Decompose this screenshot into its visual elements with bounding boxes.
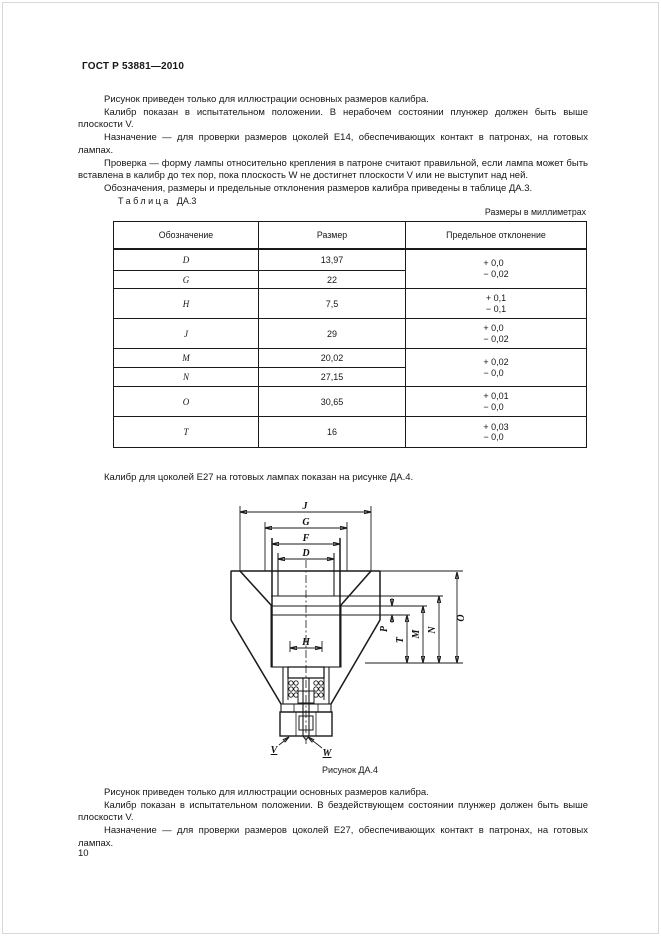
base-hatch-right bbox=[316, 712, 332, 736]
intro-paragraph-1: Рисунок приведен только для иллюстрации основных размеров калибра. bbox=[104, 94, 429, 105]
table-row bbox=[114, 387, 587, 417]
outro-paragraph-1: Рисунок приведен только для иллюстрации основных размеров калибра. bbox=[104, 787, 429, 798]
document-header: ГОСТ Р 53881—2010 bbox=[82, 61, 185, 72]
table-row bbox=[114, 289, 587, 319]
gauge-technical-drawing bbox=[180, 488, 510, 762]
tolerance-cell: + 0,02 − 0,0 bbox=[406, 349, 587, 387]
symbol-cell: T bbox=[114, 417, 259, 448]
table-row bbox=[114, 319, 587, 349]
dim-label-m: M bbox=[411, 629, 422, 639]
tolerance-cell: + 0,1 − 0,1 bbox=[406, 289, 587, 319]
v-leader-line bbox=[279, 737, 289, 745]
table-row bbox=[114, 249, 587, 271]
table-units-note: Размеры в миллиметрах bbox=[484, 207, 586, 217]
dim-label-j: J bbox=[302, 501, 308, 512]
tolerance-cell: + 0,01 − 0,0 bbox=[406, 387, 587, 417]
dim-label-p: P bbox=[379, 625, 390, 633]
spring-right bbox=[314, 681, 323, 697]
size-cell: 7,5 bbox=[259, 289, 406, 319]
outro-text-block bbox=[78, 787, 588, 851]
intro-paragraph-2: Калибр показан в испытательном положении. В нерабочем состоянии плунжер должен быть выше плоскости V. bbox=[78, 106, 588, 131]
symbol-cell: G bbox=[114, 271, 259, 289]
tolerance-cell: + 0,0 − 0,02 bbox=[406, 249, 587, 289]
intro-paragraph-3: Назначение — для проверки размеров цоколей Е14, обеспечивающих контакт в патронах, на готовых лампах. bbox=[78, 132, 588, 156]
table-row bbox=[114, 417, 587, 448]
outro-paragraph-2: Калибр показан в испытательном положении. В бездействующем состоянии плунжер должен быть выше плоскости V. bbox=[78, 799, 588, 824]
left-wall-section bbox=[231, 571, 283, 704]
table-caption bbox=[118, 196, 196, 206]
body-outline bbox=[231, 538, 380, 704]
symbol-cell: N bbox=[114, 368, 259, 387]
size-cell: 20,02 bbox=[259, 349, 406, 368]
table-header-row bbox=[114, 222, 587, 249]
size-cell: 16 bbox=[259, 417, 406, 448]
plane-label-w: W bbox=[322, 748, 332, 759]
dim-label-t: T bbox=[395, 636, 406, 644]
column-header-size: Размер bbox=[259, 222, 406, 249]
symbol-cell: O bbox=[114, 387, 259, 417]
dim-label-n: N bbox=[427, 626, 438, 634]
figure-caption: Рисунок ДА.4 bbox=[321, 765, 379, 775]
table-caption-number: ДА.3 bbox=[176, 196, 197, 206]
right-wall-section bbox=[329, 571, 380, 704]
tolerance-cell: + 0,03 − 0,0 bbox=[406, 417, 587, 448]
dim-label-o: O bbox=[456, 614, 467, 622]
size-cell: 29 bbox=[259, 319, 406, 349]
dim-label-d: D bbox=[302, 548, 310, 559]
w-leader-line bbox=[308, 737, 322, 748]
table-caption-word: Таблица bbox=[118, 196, 171, 206]
symbol-cell: H bbox=[114, 289, 259, 319]
tolerance-cell: + 0,0 − 0,02 bbox=[406, 319, 587, 349]
spring-left bbox=[289, 681, 298, 697]
column-header-tolerance: Предельное отклонение bbox=[406, 222, 587, 249]
dim-label-g: G bbox=[302, 517, 310, 528]
symbol-cell: J bbox=[114, 319, 259, 349]
page-number: 10 bbox=[78, 848, 89, 859]
plane-label-v: V bbox=[270, 745, 278, 756]
intro-paragraph-4: Проверка — форму лампы относительно крепления в патроне считают правильной, если лампа может быть вставлена в калибр до тех пор, пока плоскость W не достигнет плоскости V или не выступит над ней. bbox=[78, 157, 588, 182]
dimension-table bbox=[113, 221, 587, 448]
dim-label-h: H bbox=[302, 637, 310, 648]
outro-paragraph-3: Назначение — для проверки размеров цоколей Е27, обеспечивающих контакт в патронах, на готовых лампах. bbox=[78, 825, 588, 849]
size-cell: 27,15 bbox=[259, 368, 406, 387]
column-header-symbol: Обозначение bbox=[114, 222, 259, 249]
base-hatch-left bbox=[280, 712, 296, 736]
neck-hatch-left bbox=[281, 704, 294, 712]
table-row bbox=[114, 349, 587, 368]
size-cell: 22 bbox=[259, 271, 406, 289]
size-cell: 13,97 bbox=[259, 249, 406, 271]
intro-paragraph-5: Обозначения, размеры и предельные отклонения размеров калибра приведены в таблице ДА.3. bbox=[104, 182, 533, 194]
symbol-cell: D bbox=[114, 249, 259, 271]
size-cell: 30,65 bbox=[259, 387, 406, 417]
symbol-cell: M bbox=[114, 349, 259, 368]
between-text: Калибр для цоколей Е27 на готовых лампах показан на рисунке ДА.4. bbox=[104, 472, 414, 483]
neck-hatch-right bbox=[318, 704, 331, 712]
dim-label-f: F bbox=[302, 533, 310, 544]
intro-text-block bbox=[78, 94, 588, 196]
side-dimensions bbox=[392, 572, 457, 663]
